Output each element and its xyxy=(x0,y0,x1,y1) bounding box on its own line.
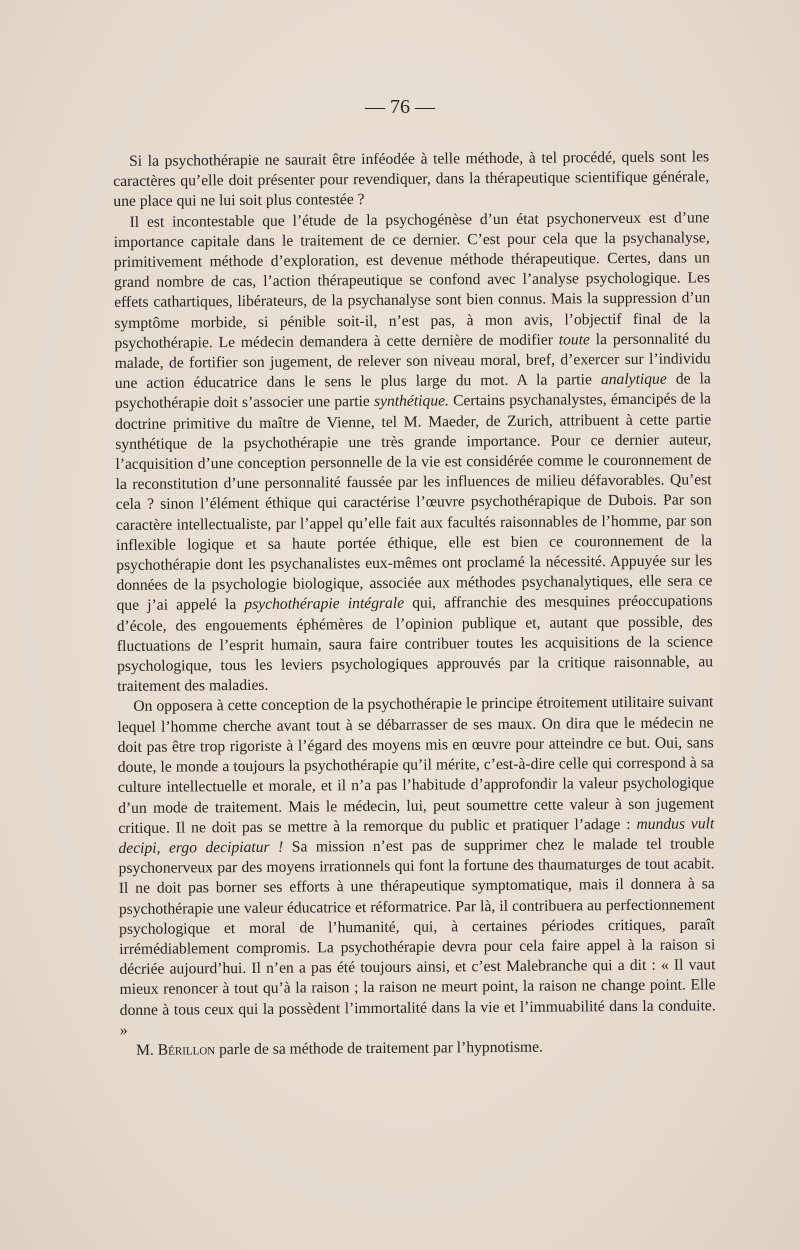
italic-emphasis: analytique xyxy=(600,370,667,389)
text-segment: Si la psychothérapie ne saurait être inféodée à telle méthode, à tel procédé, quels sont les caractères qu’elle doit présenter pour revendiquer, dans la thérapeutique scientifique générale, une place qui ne lui soit plus contestée ? xyxy=(113,148,710,211)
text-segment: la personnalité du malade, de fortifier son jugement, de relever son niveau moral, bref, d’exercer sur l’individu une action éducatrice dans le sens le plus large du mot. A la partie xyxy=(114,330,711,393)
text-segment: M. xyxy=(135,1041,158,1059)
latin-quote: mundus vult decipi, ergo decipiatur ! xyxy=(118,815,715,857)
paragraph-1 xyxy=(113,147,709,212)
paragraph-4 xyxy=(120,1036,716,1061)
body-text xyxy=(113,147,716,1061)
text-segment: Sa mission n’est pas de supprimer chez le malade tel trouble psychonerveux par des moyens irrationnels qui font la fortune des thaumaturges de tout acabit. Il ne doit pas borner ses efforts à une thérapeutique symptomatique, mais il donnera à sa psychothérapie une valeur éducatrice et réformatrice. Par là, il contribuera au perfectionnement psychologique et moral de l’humanité, qui, à certaines périodes critiques, paraît irrémédiablement compromis. La psychothérapie devra pour cela faire appel à la raison si décriée aujourd’hui. Il n’en a pas été toujours ainsi, et c’est Malebranche qui a dit : « Il vaut mieux renoncer à tout qu’à la raison ; la raison ne meurt point, la raison ne change point. Elle donne à tous ceux qui la possèdent l’immortalité dans la vie et l’immuabilité dans la conduite. » xyxy=(118,835,716,1039)
page-number: — 76 — xyxy=(365,96,435,118)
text-segment: parle de sa méthode de traitement par l’hypnotisme. xyxy=(215,1038,544,1059)
paragraph-2 xyxy=(113,208,713,698)
italic-emphasis: synthétique. xyxy=(373,392,449,411)
text-segment: On opposera à cette conception de la psychothérapie le principe étroitement utilitaire suivant lequel l’homme cherche avant tout à se débarrasser de ses maux. On dira que le médecin ne doit pas être trop rigoriste à l’égard des moyens mis en œuvre pour atteindre ce but. Oui, sans doute, le monde a toujours la psychothérapie qu’il mérite, c’est-à-dire celle qui correspond à sa culture intellectuelle et morale, et il n’a pas l’habitude d’approfondir la valeur psychologique d’un mode de traitement. Mais le médecin, lui, peut soumettre cette valeur à son jugement critique. Il ne doit pas se mettre à la remorque du public et pratiquer l’adage : xyxy=(117,693,715,837)
italic-emphasis: psychothérapie intégrale xyxy=(244,595,405,614)
text-segment: Certains psychanalystes, émancipés de la doctrine primitive du maître de Vienne, tel M. Maeder, de Zurich, attribuent à cette partie synthétique de la psychothérapie une très grande importance. Pour ce dernier auteur, l’acquisition d’une conception personnelle de la vie est considérée comme le couronnement de la reconstitution d’une personnalité faussée par les influences de milieu défavorables. Qu’est cela ? sinon l’élément éthique qui caractérise l’œuvre psychothérapique de Dubois. Par son caractère intellectualiste, par l’appel qu’elle fait aux facultés raisonnables de l’homme, par son inflexible logique et sa haute portée éthique, elle est bien ce couronnement de la psychothérapie dont les psychanalistes eux-mêmes ont proclamé la nécessité. Appuyée sur les données de la psychologie biologique, associée aux méthodes psychanalytiques, elle sera ce que j’ai appelé la xyxy=(115,390,713,615)
text-segment: Il est incontestable que l’étude de la psychogénèse d’un état psychonerveux est d’une importance capitale dans le traitement de ce dernier. C’est pour cela que la psychanalyse, primitivement méthode d’exploration, est devenue méthode thérapeutique. Certes, dans un grand nombre de cas, l’action thérapeutique se confond avec l’analyse psychologique. Les effets cathartiques, libérateurs, de la psychanalyse sont bien connus. Mais la suppression d’un symptôme morbide, si pénible soit-il, n’est pas, à mon avis, l’objectif final de la psychothérapie. Le médecin demandera à cette dernière de modifier xyxy=(113,208,711,352)
text-segment: qui, affranchie des mesquines préoccupations d’école, des engouements éphémères de l’opinion publique et, autant que possible, des fluctuations de l’esprit humain, saura faire contribuer toutes les acquisitions de la science psychologique, tous les leviers psychologiques approuvés par la critique raisonnable, au traitement des maladies. xyxy=(116,592,714,696)
paragraph-3 xyxy=(117,693,716,1041)
text-segment: de la psychothérapie doit s’associer une partie xyxy=(114,370,711,413)
italic-emphasis: toute xyxy=(558,331,590,349)
author-name: Bérillon xyxy=(157,1041,216,1059)
